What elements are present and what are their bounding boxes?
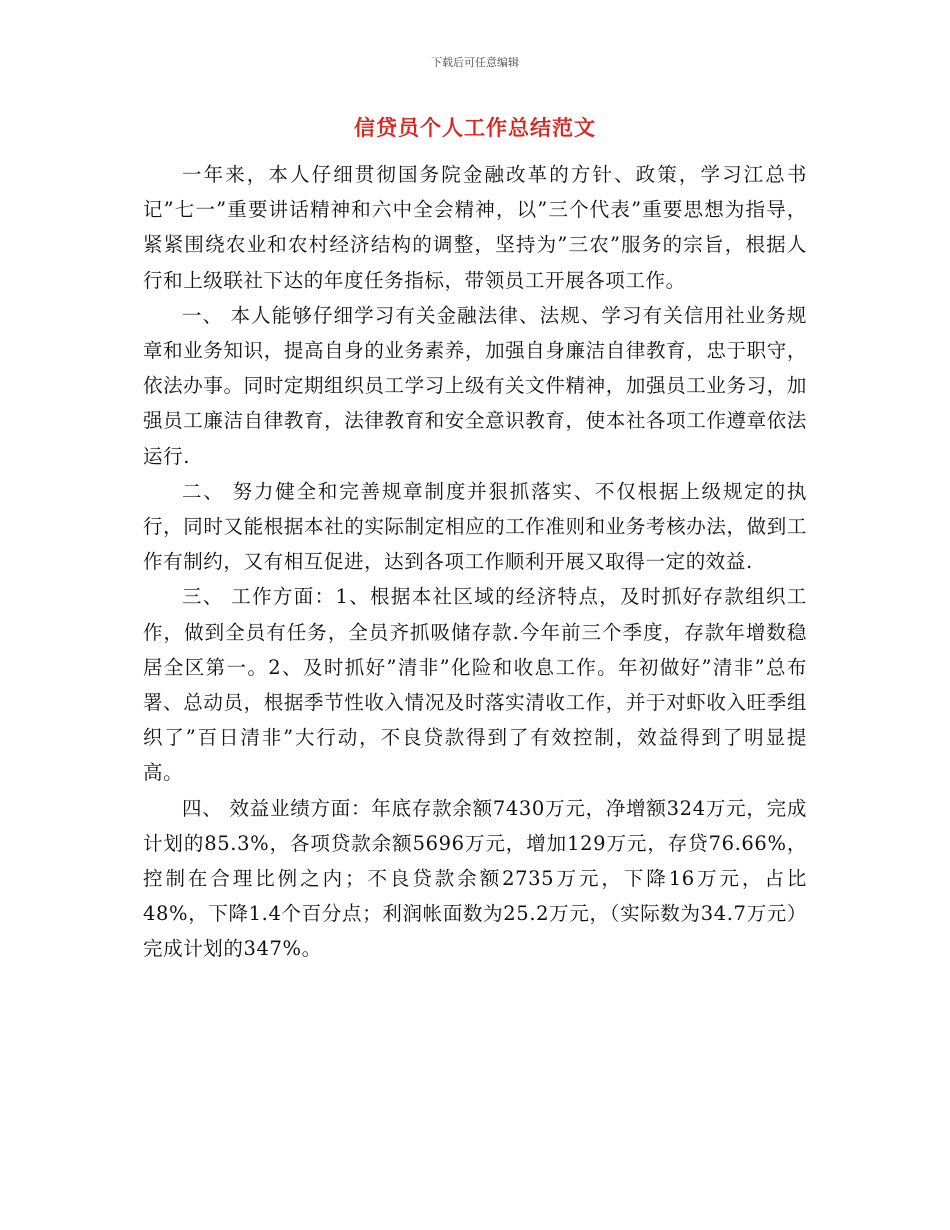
document-title: 信贷员个人工作总结范文 [354, 116, 596, 140]
paragraph-section-1: 一、 本人能够仔细学习有关金融法律、法规、学习有关信用社业务规章和业务知识，提高自身的业务素养，加强自身廉洁自律教育，忠于职守，依法办事。同时定期组织员工学习上级有关文件精神，加强员工业务习，加强员工廉洁自律教育，法律教育和安全意识教育，使本社各项工作遵章依法运行. [143, 303, 807, 468]
paragraph-section-2: 二、 努力健全和完善规章制度并狠抓落实、不仅根据上级规定的执行，同时又能根据本社的实际制定相应的工作准则和业务考核办法，做到工作有制约，又有相互促进，达到各项工作顺利开展又取得一定的效益. [143, 479, 807, 574]
paragraph-intro: 一年来，本人仔细贯彻国务院金融改革的方针、政策，学习江总书记”七一”重要讲话精神和六中全会精神，以”三个代表”重要思想为指导，紧紧围绕农业和农村经济结构的调整，坚持为”三农”服务的宗旨，根据人行和上级联社下达的年度任务指标，带领员工开展各项工作。 [143, 163, 807, 292]
paragraph-section-4: 四、 效益业绩方面：年底存款余额7430万元，净增额324万元，完成计划的85.3%，各项贷款余额5696万元，增加129万元，存贷76.66%，控制在合理比例之内；不良贷款余额2735万元，下降16万元，占比48%，下降1.4个百分点；利润帐面数为25.2万元，（实际数为34.7万元）完成计划的347%。 [143, 796, 807, 961]
paragraph-section-3: 三、 工作方面：1、根据本社区域的经济特点，及时抓好存款组织工作，做到全员有任务，全员齐抓吸储存款.今年前三个季度，存款年增数稳居全区第一。2、及时抓好”清非”化险和收息工作。年初做好”清非”总布署、总动员，根据季节性收入情况及时落实清收工作，并于对虾收入旺季组织了”百日清非”大行动，不良贷款得到了有效控制，效益得到了明显提高。 [143, 585, 807, 785]
document-body [143, 157, 807, 967]
page-header-note: 下载后可任意编辑 [431, 56, 519, 69]
